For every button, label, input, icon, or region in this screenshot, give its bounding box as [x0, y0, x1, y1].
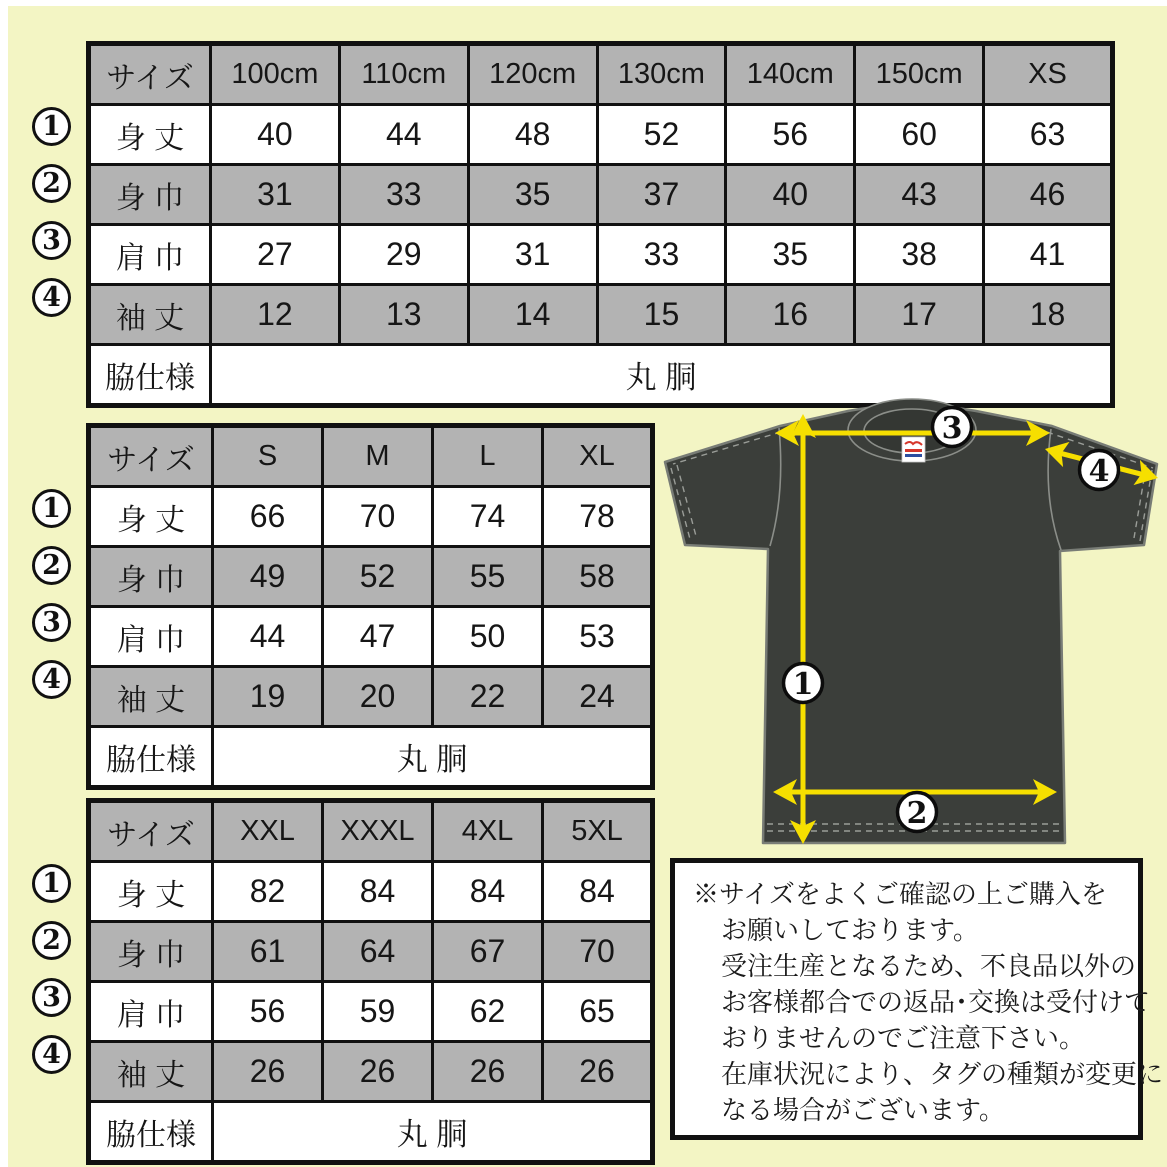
value-cell: 22 [433, 667, 543, 727]
value-cell: 62 [433, 982, 543, 1042]
size-column-cell: XL [543, 426, 653, 487]
circled-number-2: 2 [32, 546, 71, 585]
value-cell: 40 [726, 165, 855, 225]
size-column-cell: XXXL [323, 801, 433, 862]
tshirt-measure-diagram [663, 398, 1163, 858]
value-cell: 13 [339, 285, 468, 345]
value-cell: 58 [543, 547, 653, 607]
value-cell: 56 [213, 982, 323, 1042]
value-cell: 35 [726, 225, 855, 285]
value-cell: 31 [468, 225, 597, 285]
size-column-cell: 140cm [726, 44, 855, 105]
marker-1: 1 [792, 667, 814, 702]
measure-label-cell: 身 丈 [89, 487, 213, 547]
value-cell: 64 [323, 922, 433, 982]
circled-number-3: 3 [32, 603, 71, 642]
size-column-cell: 4XL [433, 801, 543, 862]
value-cell: 31 [211, 165, 340, 225]
value-cell: 70 [543, 922, 653, 982]
measure-label-cell: 身 丈 [89, 862, 213, 922]
value-cell: 40 [211, 105, 340, 165]
value-cell: 15 [597, 285, 726, 345]
value-cell: 33 [597, 225, 726, 285]
side-spec-value-cell: 丸 胴 [213, 727, 653, 788]
value-cell: 56 [726, 105, 855, 165]
arrow-3-line [789, 431, 1036, 436]
size-column-cell: 130cm [597, 44, 726, 105]
value-cell: 17 [855, 285, 984, 345]
circled-number-3: 3 [32, 221, 71, 260]
circled-number-4: 4 [32, 660, 71, 699]
size-column-cell: 100cm [211, 44, 340, 105]
notice-line: お客様都合での返品･交換は受付けて [721, 987, 1151, 1017]
circled-number-1: 1 [32, 489, 71, 528]
notice-line: 受注生産となるため、不良品以外の [721, 951, 1136, 981]
value-cell: 16 [726, 285, 855, 345]
size-table-kids-block [30, 41, 1115, 408]
circled-number-3: 3 [32, 978, 71, 1017]
value-cell: 26 [433, 1042, 543, 1102]
marker-4: 4 [1088, 454, 1110, 489]
value-cell: 20 [323, 667, 433, 727]
circled-number-2: 2 [32, 164, 71, 203]
size-header-cell: サイズ [89, 801, 213, 862]
size-column-cell: L [433, 426, 543, 487]
size-column-cell: M [323, 426, 433, 487]
value-cell: 24 [543, 667, 653, 727]
circled-number-4: 4 [32, 1035, 71, 1074]
value-cell: 66 [213, 487, 323, 547]
size-table-kids [86, 41, 1115, 408]
measure-label-cell: 袖 丈 [89, 285, 211, 345]
value-cell: 43 [855, 165, 984, 225]
value-cell: 59 [323, 982, 433, 1042]
value-cell: 26 [213, 1042, 323, 1102]
value-cell: 52 [597, 105, 726, 165]
size-column-cell: XS [984, 44, 1113, 105]
value-cell: 46 [984, 165, 1113, 225]
value-cell: 84 [433, 862, 543, 922]
measure-label-cell: 肩 巾 [89, 982, 213, 1042]
circled-number-1: 1 [32, 107, 71, 146]
value-cell: 47 [323, 607, 433, 667]
notice-line: なる場合がございます。 [721, 1095, 1005, 1125]
value-cell: 52 [323, 547, 433, 607]
value-cell: 14 [468, 285, 597, 345]
value-cell: 29 [339, 225, 468, 285]
marker-2: 2 [906, 796, 928, 831]
value-cell: 38 [855, 225, 984, 285]
measure-label-cell: 肩 巾 [89, 607, 213, 667]
arrow-1-line [801, 428, 806, 830]
value-cell: 35 [468, 165, 597, 225]
value-cell: 55 [433, 547, 543, 607]
size-column-cell: 110cm [339, 44, 468, 105]
measure-label-cell: 身 巾 [89, 922, 213, 982]
value-cell: 78 [543, 487, 653, 547]
notice-line: ※サイズをよくご確認の上ご購入を [693, 879, 1107, 909]
value-cell: 63 [984, 105, 1113, 165]
side-spec-label-cell: 脇仕様 [89, 1102, 213, 1163]
circled-number-1: 1 [32, 864, 71, 903]
size-column-cell: XXL [213, 801, 323, 862]
size-table-adult-block [30, 423, 655, 790]
measure-label-cell: 袖 丈 [89, 667, 213, 727]
value-cell: 84 [543, 862, 653, 922]
notice-box [670, 858, 1164, 1140]
value-cell: 19 [213, 667, 323, 727]
value-cell: 27 [211, 225, 340, 285]
value-cell: 49 [213, 547, 323, 607]
side-spec-value-cell: 丸 胴 [213, 1102, 653, 1163]
value-cell: 74 [433, 487, 543, 547]
size-column-cell: 120cm [468, 44, 597, 105]
measure-label-cell: 身 巾 [89, 547, 213, 607]
measure-label-cell: 袖 丈 [89, 1042, 213, 1102]
marker-3: 3 [941, 411, 963, 446]
size-column-cell: 150cm [855, 44, 984, 105]
brand-tag [902, 437, 925, 462]
value-cell: 12 [211, 285, 340, 345]
value-cell: 50 [433, 607, 543, 667]
measure-label-cell: 身 丈 [89, 105, 211, 165]
notice-line: お願いしております。 [721, 915, 979, 945]
notice-line: おりませんのでご注意下さい。 [721, 1023, 1086, 1053]
value-cell: 60 [855, 105, 984, 165]
size-header-cell: サイズ [89, 44, 211, 105]
size-header-cell: サイズ [89, 426, 213, 487]
size-table-adult [86, 423, 655, 790]
value-cell: 82 [213, 862, 323, 922]
measure-label-cell: 身 巾 [89, 165, 211, 225]
value-cell: 18 [984, 285, 1113, 345]
value-cell: 41 [984, 225, 1113, 285]
value-cell: 44 [213, 607, 323, 667]
value-cell: 84 [323, 862, 433, 922]
value-cell: 67 [433, 922, 543, 982]
value-cell: 65 [543, 982, 653, 1042]
size-table-big [86, 798, 655, 1165]
size-column-cell: S [213, 426, 323, 487]
notice-line: 在庫状況により、タグの種類が変更に [721, 1059, 1164, 1089]
value-cell: 33 [339, 165, 468, 225]
side-spec-label-cell: 脇仕様 [89, 727, 213, 788]
value-cell: 61 [213, 922, 323, 982]
value-cell: 37 [597, 165, 726, 225]
circled-number-2: 2 [32, 921, 71, 960]
measure-label-cell: 肩 巾 [89, 225, 211, 285]
size-column-cell: 5XL [543, 801, 653, 862]
side-spec-label-cell: 脇仕様 [89, 345, 211, 406]
circled-number-4: 4 [32, 278, 71, 317]
side-spec-value-cell: 丸 胴 [211, 345, 1113, 406]
value-cell: 26 [323, 1042, 433, 1102]
size-table-big-block [30, 798, 655, 1165]
value-cell: 44 [339, 105, 468, 165]
value-cell: 70 [323, 487, 433, 547]
value-cell: 48 [468, 105, 597, 165]
value-cell: 53 [543, 607, 653, 667]
value-cell: 26 [543, 1042, 653, 1102]
